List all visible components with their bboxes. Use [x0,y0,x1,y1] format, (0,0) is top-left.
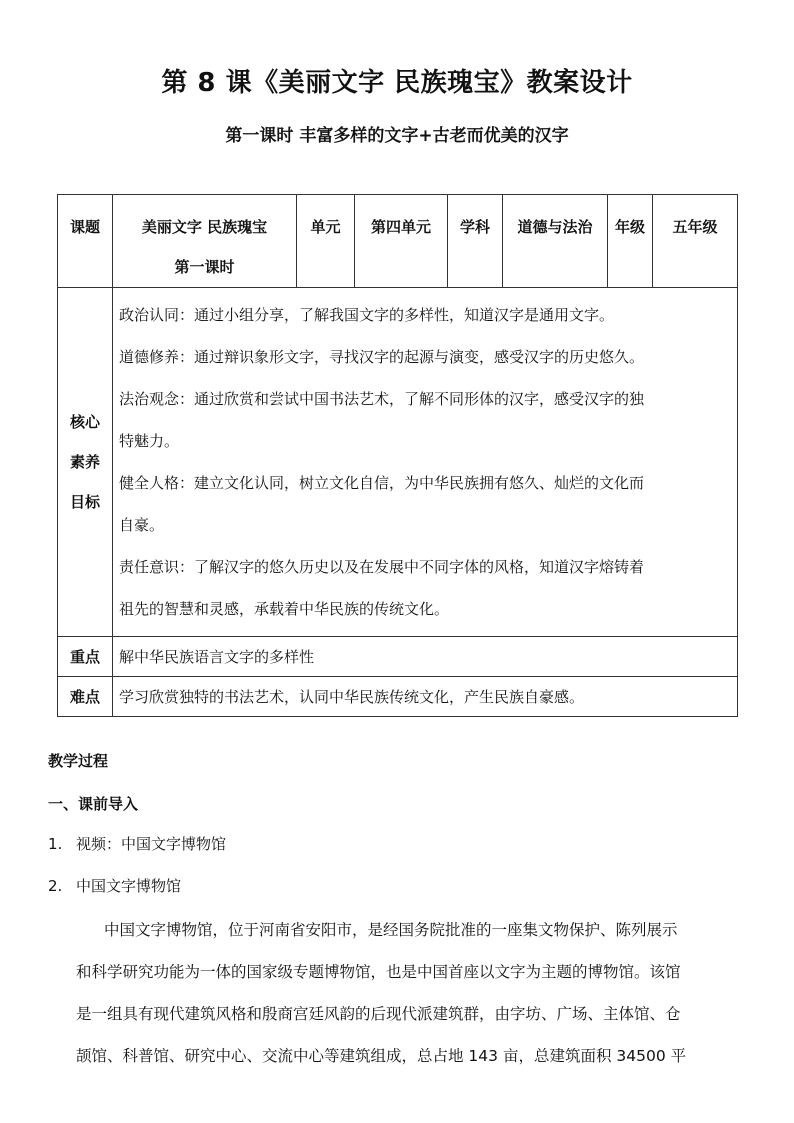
unit-label: 单元 [297,195,355,288]
objectives-label-line: 目标 [69,493,100,511]
list-item [48,875,181,896]
topic-label: 课题 [58,195,113,288]
topic-value-line2: 第一课时 [174,258,235,276]
difficulty-value: 学习欣赏独特的书法艺术，认同中华民族传统文化，产生民族自豪感。 [113,677,738,717]
objective-line: 道德修养：通过辩识象形文字，寻找汉字的起源与演变，感受汉字的历史悠久。 [119,348,645,366]
paragraph-line: 中国文字博物馆，位于河南省安阳市，是经国务院批准的一座集文物保护、陈列展示 [104,921,678,939]
page-title: 第 8 课《美丽文字 民族瑰宝》教案设计 [161,68,633,98]
page-subtitle: 第一课时 丰富多样的文字+古老而优美的汉字 [225,126,569,146]
paragraph-line: 和科学研究功能为一体的国家级专题博物馆，也是中国首座以文字为主题的博物馆。该馆 [76,963,681,981]
paragraph-line: 颉馆、科普馆、研究中心、交流中心等建筑组成，总占地 143 亩，总建筑面积 34500 平 [76,1047,687,1065]
museum-paragraph [76,909,746,1077]
subject-value: 道德与法治 [503,195,608,288]
key-point-label: 重点 [58,637,113,677]
lesson-info-table [57,194,738,717]
list-item-text: 视频：中国文字博物馆 [76,835,227,853]
key-point-row [58,637,738,677]
objective-line: 政治认同：通过小组分享，了解我国文字的多样性，知道汉字是通用文字。 [119,306,615,324]
list-item-text: 中国文字博物馆 [76,877,182,895]
objective-line: 特魅力。 [119,432,180,450]
unit-value: 第四单元 [355,195,448,288]
objectives-label [58,288,113,637]
objective-line: 法治观念：通过欣赏和尝试中国书法艺术，了解不同形体的汉字，感受汉字的独 [119,390,645,408]
topic-value [113,195,297,288]
grade-label: 年级 [608,195,653,288]
objectives-label-line: 核心 [69,413,100,431]
objectives-row [58,288,738,637]
objective-line: 自豪。 [119,516,165,534]
subject-label: 学科 [448,195,503,288]
list-item-number: 1. [48,835,63,853]
objective-line: 责任意识：了解汉字的悠久历史以及在发展中不同字体的风格，知道汉字熔铸着 [119,558,645,576]
topic-value-line1: 美丽文字 民族瑰宝 [141,218,268,236]
difficulty-row [58,677,738,717]
grade-value: 五年级 [653,195,738,288]
difficulty-label: 难点 [58,677,113,717]
key-point-value: 解中华民族语言文字的多样性 [113,637,738,677]
objective-line: 祖先的智慧和灵感，承载着中华民族的传统文化。 [119,600,450,618]
paragraph-line: 是一组具有现代建筑风格和殷商宫廷风韵的后现代派建筑群，由字坊、广场、主体馆、仓 [76,1005,681,1023]
section-heading-intro: 一、课前导入 [48,795,139,813]
list-item-number: 2. [48,877,63,895]
objectives-content [113,288,738,637]
process-heading: 教学过程 [48,752,109,770]
objectives-label-line: 素养 [69,453,100,471]
table-header-row [58,195,738,288]
objective-line: 健全人格：建立文化认同，树立文化自信，为中华民族拥有悠久、灿烂的文化而 [119,474,645,492]
list-item [48,833,226,854]
